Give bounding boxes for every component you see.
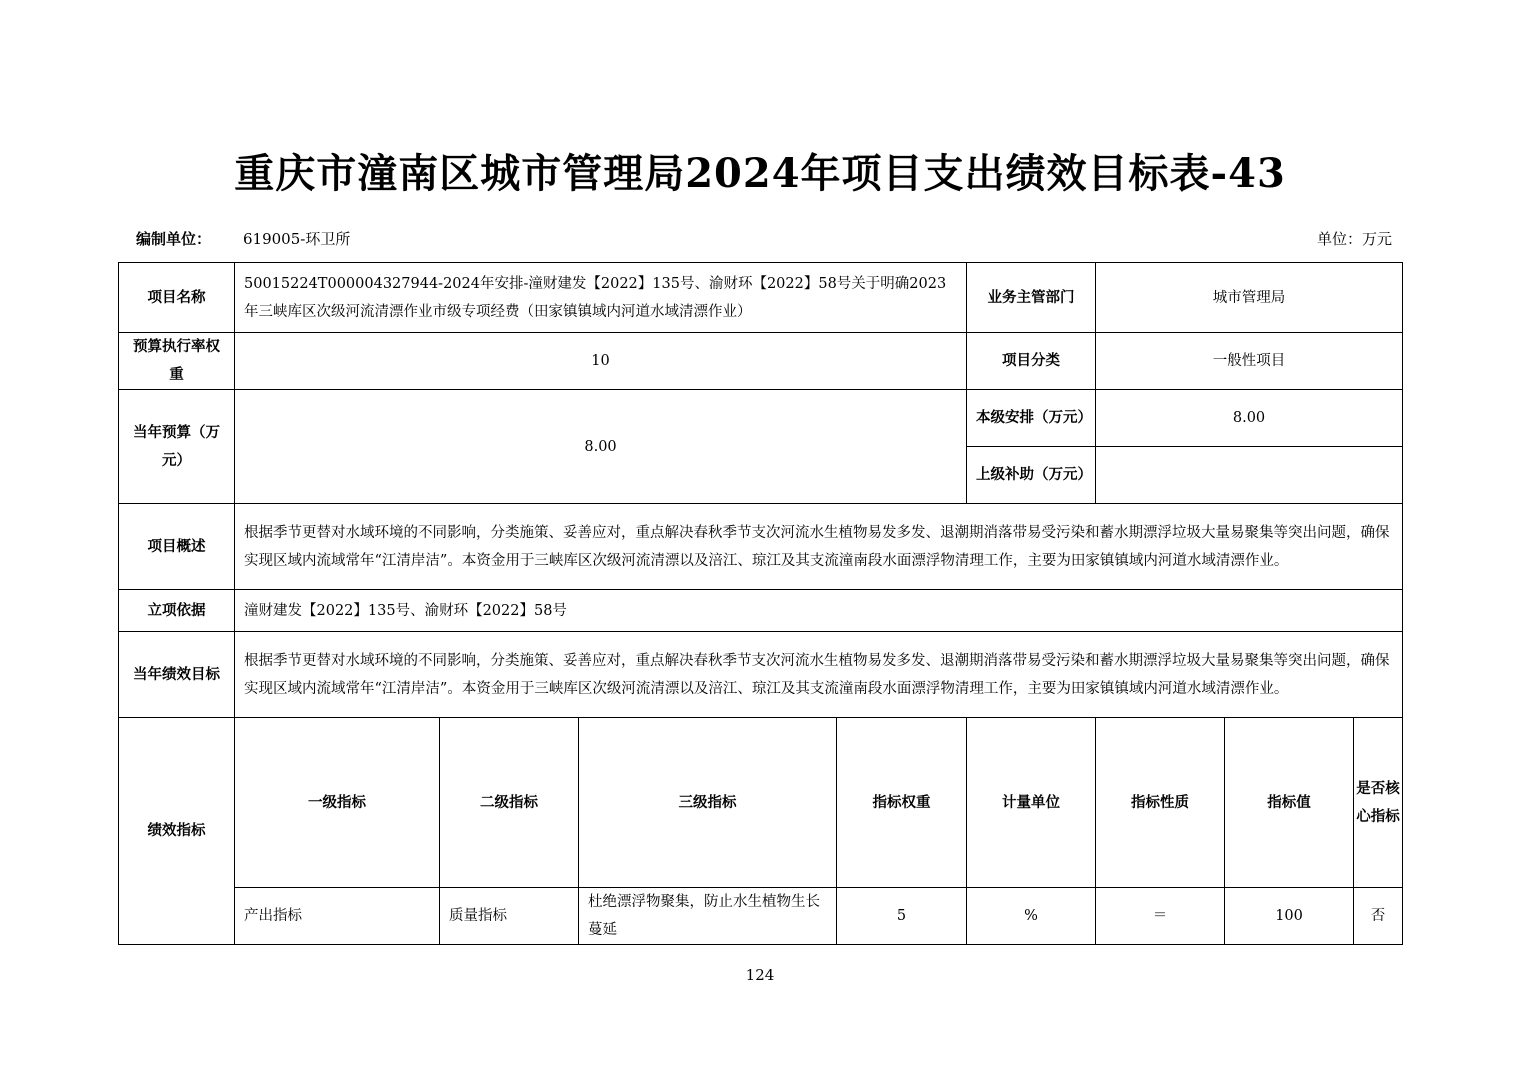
header-level3: 三级指标 xyxy=(579,718,837,888)
indicator-weight: 5 xyxy=(837,888,967,945)
org-info xyxy=(136,228,351,249)
table-row xyxy=(119,333,1403,390)
budget-label: 当年预算（万元） xyxy=(119,390,235,504)
table-row xyxy=(119,390,1403,447)
indicator-nature: ＝ xyxy=(1096,888,1225,945)
overview-label: 项目概述 xyxy=(119,504,235,590)
indicator-core: 否 xyxy=(1354,888,1403,945)
project-name-label: 项目名称 xyxy=(119,263,235,333)
table-row xyxy=(119,504,1403,590)
page-title: 重庆市潼南区城市管理局2024年项目支出绩效目标表-43 xyxy=(234,150,1286,197)
header-weight: 指标权重 xyxy=(837,718,967,888)
overview-value: 根据季节更替对水域环境的不同影响，分类施策、妥善应对，重点解决春秋季节支次河流水生植物易发多发、退潮期消落带易受污染和蓄水期漂浮垃圾大量易聚集等突出问题，确保实现区域内流域常年“江清岸洁”。本资金用于三峡库区次级河流清漂以及涪江、琼江及其支流潼南段水面漂浮物清理工作，主要为田家镇镇域内河道水域清漂作业。 xyxy=(235,504,1403,590)
category-label: 项目分类 xyxy=(967,333,1096,390)
org-label: 编制单位： xyxy=(136,230,212,248)
perf-label: 绩效指标 xyxy=(119,718,235,945)
header-core: 是否核心指标 xyxy=(1354,718,1403,888)
category-value: 一般性项目 xyxy=(1096,333,1403,390)
indicator-level1: 产出指标 xyxy=(235,888,440,945)
header-nature: 指标性质 xyxy=(1096,718,1225,888)
budget-value: 8.00 xyxy=(235,390,967,504)
org-value: 619005-环卫所 xyxy=(243,230,351,248)
project-name-value: 50015224T000004327944-2024年安排-潼财建发【2022】135号、渝财环【2022】58号关于明确2023年三峡库区次级河流清漂作业市级专项经费（田家镇镇域内河道水域清漂作业） xyxy=(235,263,967,333)
header-level1: 一级指标 xyxy=(235,718,440,888)
indicator-level2: 质量指标 xyxy=(440,888,579,945)
local-budget-label: 本级安排（万元） xyxy=(967,390,1096,447)
indicator-level3: 杜绝漂浮物聚集，防止水生植物生长蔓延 xyxy=(579,888,837,945)
unit-label: 单位：万元 xyxy=(1316,230,1392,248)
dept-value: 城市管理局 xyxy=(1096,263,1403,333)
upper-subsidy-value xyxy=(1096,447,1403,504)
basis-label: 立项依据 xyxy=(119,590,235,632)
table-row xyxy=(119,263,1403,333)
header-unit: 计量单位 xyxy=(967,718,1096,888)
indicator-header-row xyxy=(119,718,1403,888)
basis-value: 潼财建发【2022】135号、渝财环【2022】58号 xyxy=(235,590,1403,632)
performance-table xyxy=(118,262,1403,945)
dept-label: 业务主管部门 xyxy=(967,263,1096,333)
upper-subsidy-label: 上级补助（万元） xyxy=(967,447,1096,504)
header-value: 指标值 xyxy=(1225,718,1354,888)
goal-value: 根据季节更替对水域环境的不同影响，分类施策、妥善应对，重点解决春秋季节支次河流水生植物易发多发、退潮期消落带易受污染和蓄水期漂浮垃圾大量易聚集等突出问题，确保实现区域内流域常年“江清岸洁”。本资金用于三峡库区次级河流清漂以及涪江、琼江及其支流潼南段水面漂浮物清理工作，主要为田家镇镇域内河道水域清漂作业。 xyxy=(235,632,1403,718)
weight-value: 10 xyxy=(235,333,967,390)
indicator-row xyxy=(119,888,1403,945)
page-number: 124 xyxy=(745,966,775,984)
goal-label: 当年绩效目标 xyxy=(119,632,235,718)
table-row xyxy=(119,632,1403,718)
local-budget-value: 8.00 xyxy=(1096,390,1403,447)
weight-label: 预算执行率权重 xyxy=(119,333,235,390)
table-row xyxy=(119,590,1403,632)
header-level2: 二级指标 xyxy=(440,718,579,888)
indicator-value: 100 xyxy=(1225,888,1354,945)
indicator-unit: % xyxy=(967,888,1096,945)
